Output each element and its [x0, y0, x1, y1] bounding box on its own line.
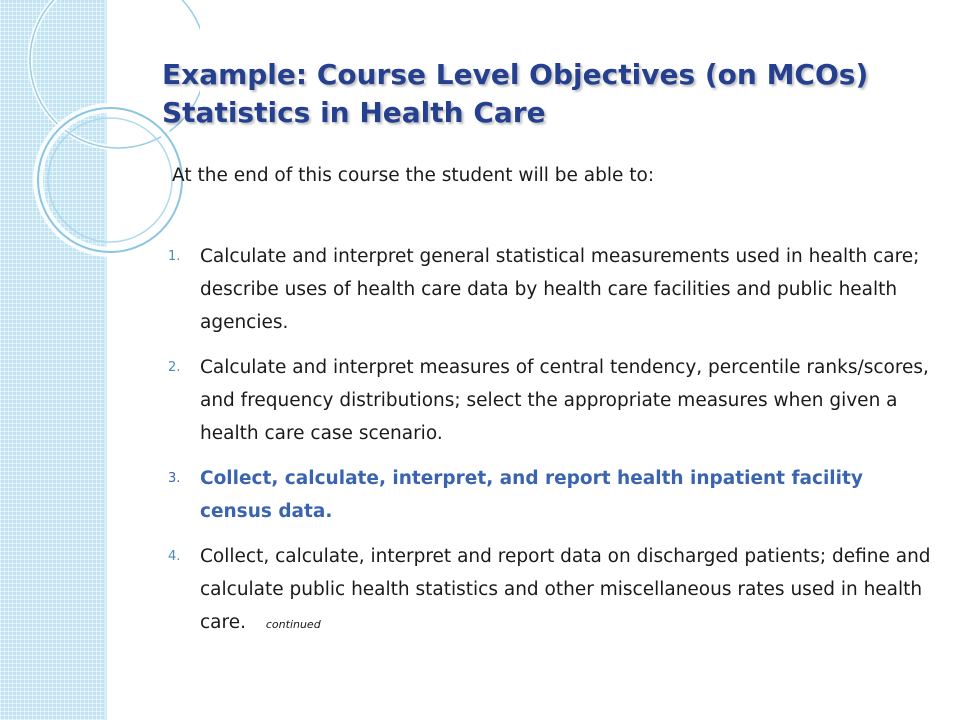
objective-item — [162, 540, 932, 641]
objective-text: Collect, calculate, interpret and report data on discharged patients; define and calculate public health statistics and other miscellaneous rates used in health care. — [200, 546, 931, 633]
objective-item — [162, 351, 932, 450]
objective-text: Calculate and interpret general statistical measurements used in health care; describe uses of health care data by health care facilities and public health agencies. — [200, 246, 920, 333]
slide-title: Example: Course Level Objectives (on MCOs) Statistics in Health Care — [162, 58, 869, 129]
objective-text: Collect, calculate, interpret, and report health inpatient facility census data. — [200, 468, 863, 522]
objectives-list — [162, 240, 932, 653]
objective-text: Calculate and interpret measures of central tendency, percentile ranks/scores, and frequency distributions; select the appropriate measures when given a health care case scenario. — [200, 357, 929, 444]
side-band-edge — [104, 0, 107, 720]
objective-item-highlighted — [162, 462, 932, 528]
intro-text: At the end of this course the student will be able to: — [172, 165, 655, 186]
side-band-decoration — [0, 0, 107, 720]
objective-number: 1. — [168, 249, 181, 264]
continued-label: continued — [265, 618, 321, 631]
objective-number: 2. — [168, 360, 181, 375]
objective-item — [162, 240, 932, 339]
objective-number: 3. — [168, 471, 181, 486]
objective-number: 4. — [168, 549, 181, 564]
